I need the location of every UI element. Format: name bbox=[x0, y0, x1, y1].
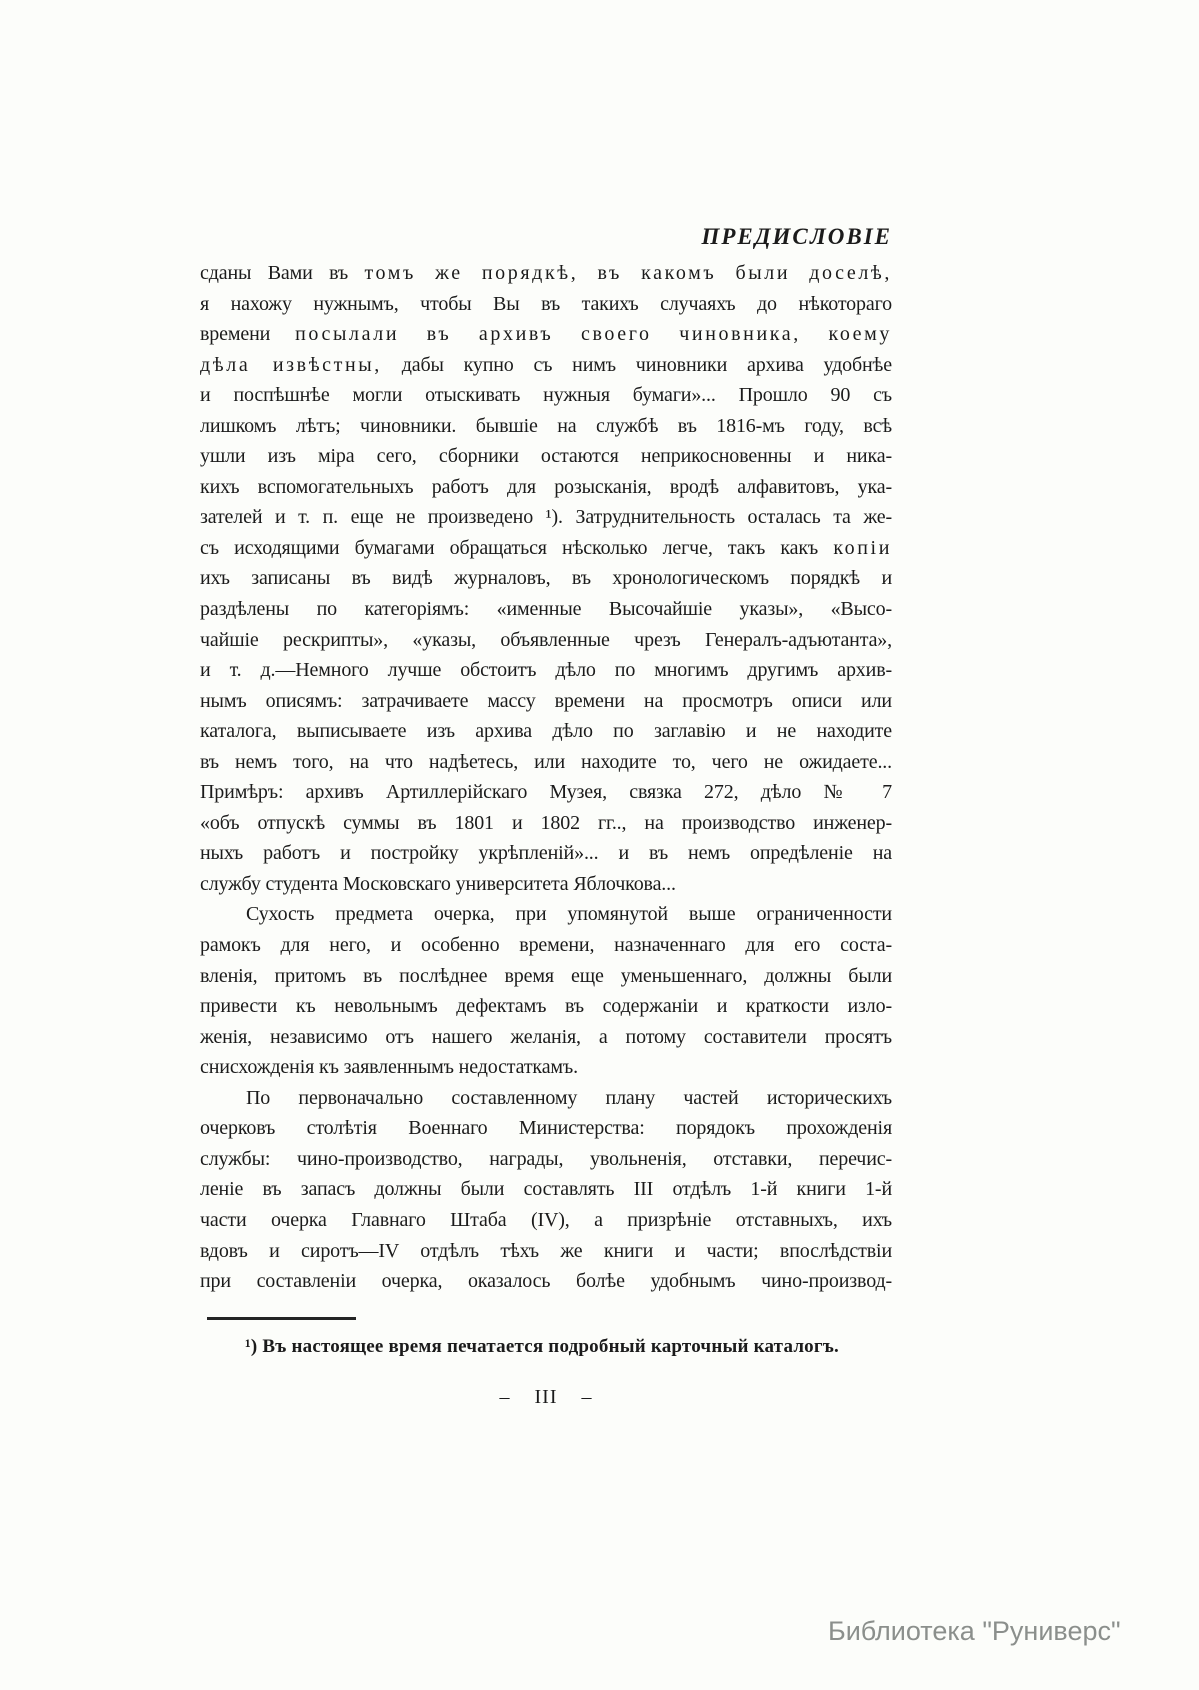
text-segment: службы: чино-производство, награды, увольненія, отставки, перечис- bbox=[200, 1147, 892, 1170]
text-segment: зателей и т. п. еще не произведено ¹). Затруднительность осталась та же- bbox=[200, 506, 892, 529]
text-segment: По первоначально составленному плану частей историческихъ bbox=[246, 1086, 892, 1109]
text-line bbox=[200, 869, 892, 900]
emphasized-letterspaced-text: посылали въ архивъ своего чиновника, коему bbox=[295, 323, 892, 346]
text-segment: Сухость предмета очерка, при упомянутой выше ограниченности bbox=[246, 903, 892, 926]
text-segment: раздѣлены по категоріямъ: «именные Высочайшіе указы», «Высо- bbox=[200, 598, 892, 621]
text-line bbox=[200, 411, 892, 442]
emphasized-letterspaced-text: копіи bbox=[833, 536, 892, 559]
text-line bbox=[200, 961, 892, 992]
footnote-rule bbox=[207, 1317, 356, 1320]
text-segment: и поспѣшнѣе могли отыскивать нужныя бумаги»... Прошло 90 съ bbox=[200, 384, 892, 407]
text-segment: съ исходящими бумагами обращаться нѣсколько легче, такъ какъ bbox=[200, 536, 834, 559]
text-segment: вдовъ и сиротъ—IV отдѣлъ тѣхъ же книги и части; впослѣдствіи bbox=[200, 1239, 892, 1262]
text-line bbox=[200, 1113, 892, 1144]
text-segment: я нахожу нужнымъ, чтобы Вы въ такихъ случаяхъ до нѣкотораго bbox=[200, 292, 892, 315]
page-number: – III – bbox=[499, 1386, 593, 1408]
text-segment: и т. д.—Немного лучше обстоитъ дѣло по многимъ другимъ архив- bbox=[200, 659, 892, 682]
text-line bbox=[200, 594, 892, 625]
text-line bbox=[200, 1236, 892, 1267]
text-segment: женія, независимо отъ нашего желанія, а потому составители просятъ bbox=[200, 1025, 892, 1048]
text-line bbox=[200, 319, 892, 350]
library-watermark: Библиотека "Руниверс" bbox=[828, 1616, 1121, 1646]
text-line bbox=[200, 472, 892, 503]
text-line bbox=[200, 1083, 892, 1114]
text-segment: лишкомъ лѣтъ; чиновники. бывшіе на службѣ въ 1816-мъ году, всѣ bbox=[200, 414, 892, 437]
text-line bbox=[200, 1022, 892, 1053]
text-segment: снисхожденія къ заявленнымъ недостаткамъ. bbox=[200, 1056, 578, 1079]
emphasized-letterspaced-text: томъ же порядкѣ, въ какомъ были доселѣ, bbox=[364, 262, 892, 284]
text-segment: части очерка Главнаго Штаба (IV), а призрѣніе отставныхъ, ихъ bbox=[200, 1208, 892, 1231]
running-head-title: ПРЕДИСЛОВІЕ bbox=[701, 224, 892, 249]
text-segment: привести къ невольнымъ дефектамъ въ содержаніи и краткости изло- bbox=[200, 995, 892, 1018]
text-segment: кихъ вспомогательныхъ работъ для розысканія, вродѣ алфавитовъ, ука- bbox=[200, 475, 892, 498]
text-line bbox=[200, 991, 892, 1022]
text-line bbox=[200, 808, 892, 839]
text-line bbox=[200, 1205, 892, 1236]
text-line bbox=[200, 502, 892, 533]
text-line bbox=[200, 350, 892, 381]
text-line bbox=[200, 1052, 892, 1083]
text-segment: очерковъ столѣтія Военнаго Министерства: порядокъ прохожденія bbox=[200, 1117, 892, 1140]
text-line bbox=[200, 838, 892, 869]
text-segment: въ немъ того, на что надѣетесь, или находите то, чего не ожидаете... bbox=[200, 750, 892, 773]
text-line bbox=[200, 899, 892, 930]
text-segment: «объ отпускѣ суммы въ 1801 и 1802 гг.., на производство инженер- bbox=[200, 811, 892, 834]
text-segment: ушли изъ міра сего, сборники остаются неприкосновенны и ника- bbox=[200, 445, 892, 468]
text-line bbox=[200, 441, 892, 472]
footnote-text: ¹) Въ настоящее время печатается подробный карточный каталогъ. bbox=[245, 1336, 839, 1357]
text-segment: вленія, притомъ въ послѣднее время еще уменьшеннаго, должны были bbox=[200, 964, 892, 987]
body-text bbox=[200, 258, 892, 1297]
text-line bbox=[200, 625, 892, 656]
text-line bbox=[200, 258, 892, 289]
text-segment: сданы Вами въ bbox=[200, 262, 365, 284]
text-line bbox=[200, 1174, 892, 1205]
text-line bbox=[200, 686, 892, 717]
text-line bbox=[200, 563, 892, 594]
text-segment: дабы купно съ нимъ чиновники архива удобнѣе bbox=[381, 353, 892, 376]
text-line bbox=[200, 380, 892, 411]
text-segment: ихъ записаны въ видѣ журналовъ, въ хронологическомъ порядкѣ и bbox=[200, 567, 892, 590]
text-line bbox=[200, 289, 892, 320]
text-line bbox=[200, 655, 892, 686]
text-segment: нымъ описямъ: затрачиваете массу времени на просмотръ описи или bbox=[200, 689, 892, 712]
text-line bbox=[200, 1144, 892, 1175]
text-segment: времени bbox=[200, 323, 296, 346]
text-line bbox=[200, 1266, 892, 1297]
text-line bbox=[200, 533, 892, 564]
text-line bbox=[200, 930, 892, 961]
text-segment: службу студента Московскаго университета Яблочкова... bbox=[200, 872, 676, 895]
text-line bbox=[200, 777, 892, 808]
text-line bbox=[200, 716, 892, 747]
text-line bbox=[200, 747, 892, 778]
text-segment: при составленіи очерка, оказалось болѣе удобнымъ чино-производ- bbox=[200, 1270, 892, 1293]
text-segment: ныхъ работъ и постройку укрѣпленій»... и въ немъ опредѣленіе на bbox=[200, 842, 892, 865]
text-segment: каталога, выписываете изъ архива дѣло по заглавію и не находите bbox=[200, 720, 892, 743]
text-segment: Примѣръ: архивъ Артиллерійскаго Музея, связка 272, дѣло № 7 bbox=[200, 781, 892, 804]
text-segment: рамокъ для него, и особенно времени, назначеннаго для его соста- bbox=[200, 934, 892, 957]
emphasized-letterspaced-text: дѣла извѣстны, bbox=[200, 353, 382, 376]
text-segment: чайшіе рескрипты», «указы, объявленные чрезъ Генералъ-адъютанта», bbox=[200, 628, 892, 651]
text-segment: леніе въ запасъ должны были составлять III отдѣлъ 1-й книги 1-й bbox=[200, 1178, 892, 1201]
